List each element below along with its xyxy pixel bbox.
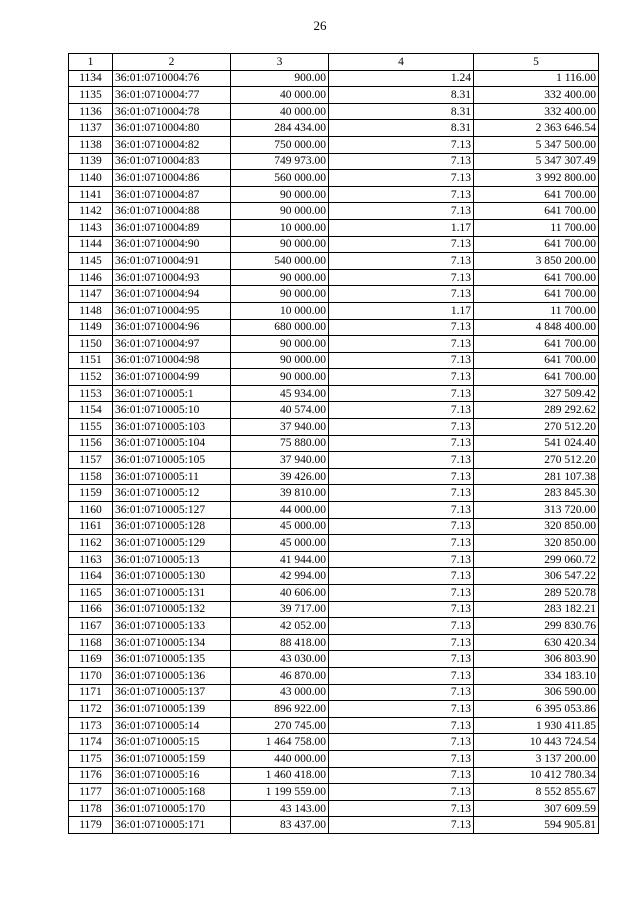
value-cell: 306 803.90 <box>474 651 599 668</box>
table-row <box>69 568 599 585</box>
column-header-4: 4 <box>329 54 474 71</box>
value-cell: 10 443 724.54 <box>474 734 599 751</box>
rate-cell: 7.13 <box>329 170 474 187</box>
table-row <box>69 286 599 303</box>
rate-cell: 7.13 <box>329 203 474 220</box>
value-cell: 641 700.00 <box>474 286 599 303</box>
row-number-cell: 1143 <box>69 219 113 236</box>
area-cell: 39 717.00 <box>231 601 329 618</box>
area-cell: 40 574.00 <box>231 402 329 419</box>
value-cell: 1 116.00 <box>474 70 599 87</box>
row-number-cell: 1147 <box>69 286 113 303</box>
cadastral-number-cell: 36:01:0710004:88 <box>113 203 231 220</box>
cadastral-number-cell: 36:01:0710005:15 <box>113 734 231 751</box>
value-cell: 641 700.00 <box>474 336 599 353</box>
area-cell: 90 000.00 <box>231 369 329 386</box>
area-cell: 43 030.00 <box>231 651 329 668</box>
row-number-cell: 1149 <box>69 319 113 336</box>
cadastral-number-cell: 36:01:0710004:78 <box>113 103 231 120</box>
rate-cell: 7.13 <box>329 153 474 170</box>
value-cell: 541 024.40 <box>474 435 599 452</box>
cadastral-number-cell: 36:01:0710005:128 <box>113 518 231 535</box>
cadastral-number-cell: 36:01:0710005:130 <box>113 568 231 585</box>
area-cell: 45 934.00 <box>231 385 329 402</box>
rate-cell: 7.13 <box>329 717 474 734</box>
area-cell: 42 052.00 <box>231 618 329 635</box>
area-cell: 45 000.00 <box>231 518 329 535</box>
cadastral-number-cell: 36:01:0710005:171 <box>113 817 231 834</box>
row-number-cell: 1174 <box>69 734 113 751</box>
value-cell: 4 848 400.00 <box>474 319 599 336</box>
cadastral-number-cell: 36:01:0710004:97 <box>113 336 231 353</box>
row-number-cell: 1139 <box>69 153 113 170</box>
area-cell: 83 437.00 <box>231 817 329 834</box>
rate-cell: 7.13 <box>329 336 474 353</box>
area-cell: 90 000.00 <box>231 352 329 369</box>
row-number-cell: 1177 <box>69 784 113 801</box>
row-number-cell: 1167 <box>69 618 113 635</box>
area-cell: 10 000.00 <box>231 219 329 236</box>
rate-cell: 7.13 <box>329 767 474 784</box>
table-row <box>69 120 599 137</box>
table-row <box>69 136 599 153</box>
value-cell: 1 930 411.85 <box>474 717 599 734</box>
area-cell: 680 000.00 <box>231 319 329 336</box>
value-cell: 283 845.30 <box>474 485 599 502</box>
cadastral-number-cell: 36:01:0710004:82 <box>113 136 231 153</box>
cadastral-number-cell: 36:01:0710004:95 <box>113 302 231 319</box>
cadastral-number-cell: 36:01:0710005:135 <box>113 651 231 668</box>
rate-cell: 7.13 <box>329 236 474 253</box>
row-number-cell: 1140 <box>69 170 113 187</box>
table-row <box>69 153 599 170</box>
table-row <box>69 701 599 718</box>
area-cell: 37 940.00 <box>231 452 329 469</box>
value-cell: 270 512.20 <box>474 452 599 469</box>
table-row <box>69 667 599 684</box>
table-row <box>69 734 599 751</box>
area-cell: 1 460 418.00 <box>231 767 329 784</box>
area-cell: 41 944.00 <box>231 551 329 568</box>
row-number-cell: 1156 <box>69 435 113 452</box>
rate-cell: 7.13 <box>329 618 474 635</box>
value-cell: 11 700.00 <box>474 302 599 319</box>
area-cell: 39 810.00 <box>231 485 329 502</box>
cadastral-number-cell: 36:01:0710005:168 <box>113 784 231 801</box>
cadastral-number-cell: 36:01:0710005:132 <box>113 601 231 618</box>
table-row <box>69 800 599 817</box>
value-cell: 641 700.00 <box>474 186 599 203</box>
rate-cell: 7.13 <box>329 402 474 419</box>
cadastral-number-cell: 36:01:0710004:99 <box>113 369 231 386</box>
page-number: 26 <box>313 18 327 33</box>
cadastral-number-cell: 36:01:0710005:12 <box>113 485 231 502</box>
table-row <box>69 651 599 668</box>
table-row <box>69 87 599 104</box>
row-number-cell: 1141 <box>69 186 113 203</box>
table-row <box>69 103 599 120</box>
rate-cell: 7.13 <box>329 784 474 801</box>
area-cell: 37 940.00 <box>231 419 329 436</box>
row-number-cell: 1166 <box>69 601 113 618</box>
row-number-cell: 1161 <box>69 518 113 535</box>
value-cell: 306 547.22 <box>474 568 599 585</box>
rate-cell: 7.13 <box>329 518 474 535</box>
table-row <box>69 784 599 801</box>
cadastral-number-cell: 36:01:0710004:91 <box>113 253 231 270</box>
row-number-cell: 1162 <box>69 535 113 552</box>
rate-cell: 7.13 <box>329 186 474 203</box>
rate-cell: 7.13 <box>329 136 474 153</box>
value-cell: 641 700.00 <box>474 236 599 253</box>
table-row <box>69 535 599 552</box>
area-cell: 540 000.00 <box>231 253 329 270</box>
table-row <box>69 485 599 502</box>
row-number-cell: 1168 <box>69 634 113 651</box>
row-number-cell: 1179 <box>69 817 113 834</box>
cadastral-number-cell: 36:01:0710004:80 <box>113 120 231 137</box>
area-cell: 43 143.00 <box>231 800 329 817</box>
rate-cell: 7.13 <box>329 269 474 286</box>
row-number-cell: 1157 <box>69 452 113 469</box>
table-row <box>69 452 599 469</box>
area-cell: 40 000.00 <box>231 87 329 104</box>
area-cell: 1 464 758.00 <box>231 734 329 751</box>
row-number-cell: 1146 <box>69 269 113 286</box>
value-cell: 307 609.59 <box>474 800 599 817</box>
table-row <box>69 585 599 602</box>
value-cell: 299 830.76 <box>474 618 599 635</box>
cadastral-number-cell: 36:01:0710005:159 <box>113 750 231 767</box>
cadastral-number-cell: 36:01:0710004:93 <box>113 269 231 286</box>
area-cell: 90 000.00 <box>231 286 329 303</box>
value-cell: 320 850.00 <box>474 518 599 535</box>
table-row <box>69 203 599 220</box>
value-cell: 594 905.81 <box>474 817 599 834</box>
row-number-cell: 1165 <box>69 585 113 602</box>
row-number-cell: 1176 <box>69 767 113 784</box>
table-row <box>69 402 599 419</box>
row-number-cell: 1136 <box>69 103 113 120</box>
cadastral-number-cell: 36:01:0710004:89 <box>113 219 231 236</box>
value-cell: 270 512.20 <box>474 419 599 436</box>
value-cell: 8 552 855.67 <box>474 784 599 801</box>
cadastral-number-cell: 36:01:0710005:104 <box>113 435 231 452</box>
table-row <box>69 219 599 236</box>
area-cell: 75 880.00 <box>231 435 329 452</box>
rate-cell: 7.13 <box>329 385 474 402</box>
table-row <box>69 236 599 253</box>
cadastral-number-cell: 36:01:0710004:96 <box>113 319 231 336</box>
value-cell: 3 137 200.00 <box>474 750 599 767</box>
cadastral-number-cell: 36:01:0710005:133 <box>113 618 231 635</box>
table-row <box>69 435 599 452</box>
table-row <box>69 170 599 187</box>
cadastral-number-cell: 36:01:0710005:139 <box>113 701 231 718</box>
area-cell: 440 000.00 <box>231 750 329 767</box>
row-number-cell: 1153 <box>69 385 113 402</box>
area-cell: 90 000.00 <box>231 336 329 353</box>
rate-cell: 7.13 <box>329 701 474 718</box>
data-table <box>68 53 599 834</box>
value-cell: 332 400.00 <box>474 103 599 120</box>
table-row <box>69 302 599 319</box>
value-cell: 306 590.00 <box>474 684 599 701</box>
rate-cell: 8.31 <box>329 120 474 137</box>
value-cell: 313 720.00 <box>474 502 599 519</box>
rate-cell: 7.13 <box>329 452 474 469</box>
rate-cell: 7.13 <box>329 253 474 270</box>
row-number-cell: 1171 <box>69 684 113 701</box>
area-cell: 88 418.00 <box>231 634 329 651</box>
cadastral-number-cell: 36:01:0710005:127 <box>113 502 231 519</box>
cadastral-number-cell: 36:01:0710004:77 <box>113 87 231 104</box>
table-row <box>69 352 599 369</box>
value-cell: 327 509.42 <box>474 385 599 402</box>
rate-cell: 7.13 <box>329 734 474 751</box>
rate-cell: 7.13 <box>329 634 474 651</box>
row-number-cell: 1164 <box>69 568 113 585</box>
rate-cell: 8.31 <box>329 87 474 104</box>
row-number-cell: 1154 <box>69 402 113 419</box>
value-cell: 5 347 500.00 <box>474 136 599 153</box>
area-cell: 40 000.00 <box>231 103 329 120</box>
row-number-cell: 1170 <box>69 667 113 684</box>
value-cell: 334 183.10 <box>474 667 599 684</box>
rate-cell: 7.13 <box>329 286 474 303</box>
rate-cell: 1.17 <box>329 219 474 236</box>
rate-cell: 7.13 <box>329 352 474 369</box>
value-cell: 320 850.00 <box>474 535 599 552</box>
rate-cell: 7.13 <box>329 817 474 834</box>
table-row <box>69 551 599 568</box>
area-cell: 90 000.00 <box>231 236 329 253</box>
table-row <box>69 319 599 336</box>
area-cell: 749 973.00 <box>231 153 329 170</box>
value-cell: 641 700.00 <box>474 369 599 386</box>
cadastral-number-cell: 36:01:0710005:137 <box>113 684 231 701</box>
row-number-cell: 1175 <box>69 750 113 767</box>
table-row <box>69 817 599 834</box>
cadastral-number-cell: 36:01:0710004:87 <box>113 186 231 203</box>
table-row <box>69 186 599 203</box>
value-cell: 283 182.21 <box>474 601 599 618</box>
cadastral-number-cell: 36:01:0710005:136 <box>113 667 231 684</box>
area-cell: 39 426.00 <box>231 468 329 485</box>
area-cell: 46 870.00 <box>231 667 329 684</box>
value-cell: 2 363 646.54 <box>474 120 599 137</box>
row-number-cell: 1160 <box>69 502 113 519</box>
cadastral-number-cell: 36:01:0710004:86 <box>113 170 231 187</box>
cadastral-number-cell: 36:01:0710005:1 <box>113 385 231 402</box>
table-row <box>69 750 599 767</box>
area-cell: 90 000.00 <box>231 269 329 286</box>
cadastral-number-cell: 36:01:0710005:129 <box>113 535 231 552</box>
rate-cell: 7.13 <box>329 568 474 585</box>
table-row <box>69 502 599 519</box>
rate-cell: 7.13 <box>329 319 474 336</box>
row-number-cell: 1148 <box>69 302 113 319</box>
table-row <box>69 269 599 286</box>
table-row <box>69 369 599 386</box>
row-number-cell: 1142 <box>69 203 113 220</box>
value-cell: 641 700.00 <box>474 352 599 369</box>
cadastral-number-cell: 36:01:0710004:76 <box>113 70 231 87</box>
table-header-row <box>69 54 599 71</box>
row-number-cell: 1137 <box>69 120 113 137</box>
table-row <box>69 618 599 635</box>
cadastral-number-cell: 36:01:0710004:90 <box>113 236 231 253</box>
row-number-cell: 1163 <box>69 551 113 568</box>
value-cell: 3 850 200.00 <box>474 253 599 270</box>
rate-cell: 7.13 <box>329 585 474 602</box>
rate-cell: 7.13 <box>329 369 474 386</box>
rate-cell: 1.17 <box>329 302 474 319</box>
column-header-5: 5 <box>474 54 599 71</box>
area-cell: 40 606.00 <box>231 585 329 602</box>
table-row <box>69 717 599 734</box>
cadastral-number-cell: 36:01:0710005:105 <box>113 452 231 469</box>
table-row <box>69 385 599 402</box>
row-number-cell: 1134 <box>69 70 113 87</box>
row-number-cell: 1152 <box>69 369 113 386</box>
row-number-cell: 1172 <box>69 701 113 718</box>
value-cell: 5 347 307.49 <box>474 153 599 170</box>
column-header-1: 1 <box>69 54 113 71</box>
area-cell: 896 922.00 <box>231 701 329 718</box>
cadastral-number-cell: 36:01:0710005:103 <box>113 419 231 436</box>
table-row <box>69 70 599 87</box>
area-cell: 270 745.00 <box>231 717 329 734</box>
area-cell: 1 199 559.00 <box>231 784 329 801</box>
value-cell: 281 107.38 <box>474 468 599 485</box>
rate-cell: 8.31 <box>329 103 474 120</box>
rate-cell: 1.24 <box>329 70 474 87</box>
table-row <box>69 684 599 701</box>
value-cell: 289 520.78 <box>474 585 599 602</box>
rate-cell: 7.13 <box>329 468 474 485</box>
cadastral-number-cell: 36:01:0710004:98 <box>113 352 231 369</box>
value-cell: 10 412 780.34 <box>474 767 599 784</box>
rate-cell: 7.13 <box>329 435 474 452</box>
row-number-cell: 1169 <box>69 651 113 668</box>
area-cell: 43 000.00 <box>231 684 329 701</box>
rate-cell: 7.13 <box>329 750 474 767</box>
table-row <box>69 601 599 618</box>
row-number-cell: 1151 <box>69 352 113 369</box>
table-row <box>69 634 599 651</box>
table-row <box>69 468 599 485</box>
rate-cell: 7.13 <box>329 651 474 668</box>
row-number-cell: 1158 <box>69 468 113 485</box>
area-cell: 45 000.00 <box>231 535 329 552</box>
area-cell: 560 000.00 <box>231 170 329 187</box>
cadastral-number-cell: 36:01:0710005:170 <box>113 800 231 817</box>
row-number-cell: 1135 <box>69 87 113 104</box>
row-number-cell: 1155 <box>69 419 113 436</box>
area-cell: 44 000.00 <box>231 502 329 519</box>
rate-cell: 7.13 <box>329 485 474 502</box>
area-cell: 90 000.00 <box>231 186 329 203</box>
table-body <box>69 70 599 833</box>
table-row <box>69 419 599 436</box>
area-cell: 90 000.00 <box>231 203 329 220</box>
row-number-cell: 1173 <box>69 717 113 734</box>
value-cell: 299 060.72 <box>474 551 599 568</box>
value-cell: 641 700.00 <box>474 203 599 220</box>
row-number-cell: 1144 <box>69 236 113 253</box>
row-number-cell: 1159 <box>69 485 113 502</box>
cadastral-number-cell: 36:01:0710005:16 <box>113 767 231 784</box>
table-row <box>69 336 599 353</box>
rate-cell: 7.13 <box>329 535 474 552</box>
cadastral-number-cell: 36:01:0710005:131 <box>113 585 231 602</box>
area-cell: 750 000.00 <box>231 136 329 153</box>
area-cell: 900.00 <box>231 70 329 87</box>
cadastral-number-cell: 36:01:0710005:13 <box>113 551 231 568</box>
rate-cell: 7.13 <box>329 502 474 519</box>
rate-cell: 7.13 <box>329 551 474 568</box>
row-number-cell: 1150 <box>69 336 113 353</box>
value-cell: 11 700.00 <box>474 219 599 236</box>
table-row <box>69 253 599 270</box>
area-cell: 284 434.00 <box>231 120 329 137</box>
column-header-2: 2 <box>113 54 231 71</box>
cadastral-number-cell: 36:01:0710005:14 <box>113 717 231 734</box>
rate-cell: 7.13 <box>329 601 474 618</box>
rate-cell: 7.13 <box>329 667 474 684</box>
area-cell: 42 994.00 <box>231 568 329 585</box>
cadastral-number-cell: 36:01:0710005:134 <box>113 634 231 651</box>
row-number-cell: 1138 <box>69 136 113 153</box>
cadastral-number-cell: 36:01:0710004:83 <box>113 153 231 170</box>
value-cell: 6 395 053.86 <box>474 701 599 718</box>
value-cell: 332 400.00 <box>474 87 599 104</box>
value-cell: 630 420.34 <box>474 634 599 651</box>
value-cell: 289 292.62 <box>474 402 599 419</box>
row-number-cell: 1145 <box>69 253 113 270</box>
table-row <box>69 767 599 784</box>
rate-cell: 7.13 <box>329 800 474 817</box>
row-number-cell: 1178 <box>69 800 113 817</box>
value-cell: 3 992 800.00 <box>474 170 599 187</box>
column-header-3: 3 <box>231 54 329 71</box>
rate-cell: 7.13 <box>329 419 474 436</box>
cadastral-number-cell: 36:01:0710005:11 <box>113 468 231 485</box>
rate-cell: 7.13 <box>329 684 474 701</box>
area-cell: 10 000.00 <box>231 302 329 319</box>
cadastral-number-cell: 36:01:0710004:94 <box>113 286 231 303</box>
value-cell: 641 700.00 <box>474 269 599 286</box>
table-row <box>69 518 599 535</box>
cadastral-number-cell: 36:01:0710005:10 <box>113 402 231 419</box>
